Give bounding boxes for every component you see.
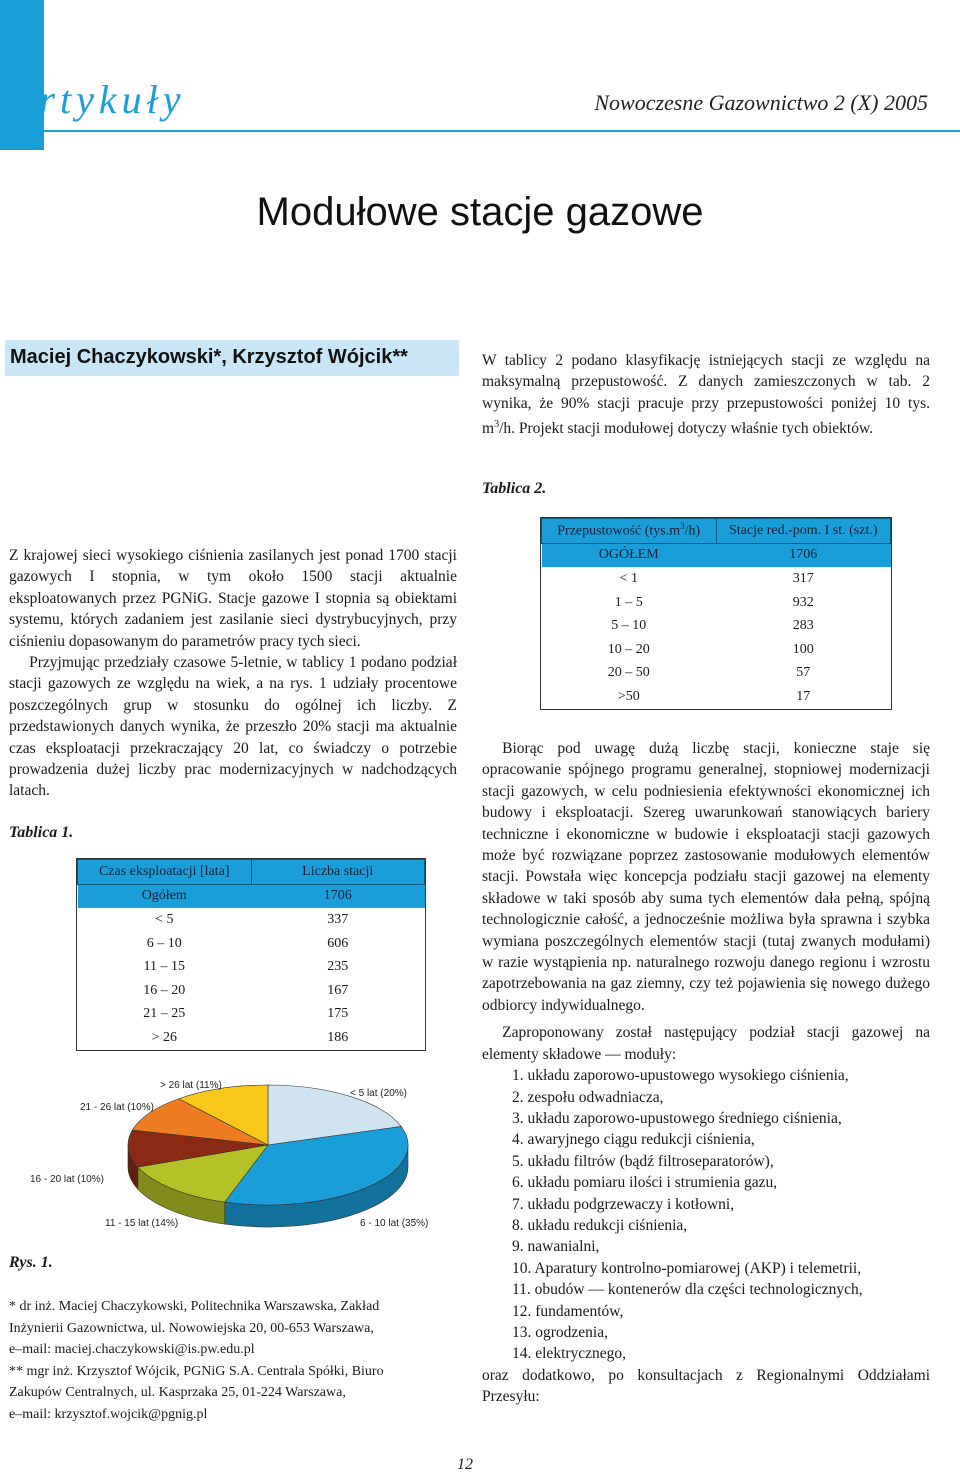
table2-cell: 17 — [716, 685, 891, 709]
paragraph-additional: oraz dodatkowo, po konsultacjach z Regionalnymi Oddziałami Przesyłu: — [482, 1366, 930, 1406]
list-item: 13. ogrodzenia, — [512, 1323, 608, 1341]
table-row — [542, 638, 891, 662]
table-row — [78, 1003, 425, 1027]
table2-cell: 20 – 50 — [542, 662, 717, 686]
paragraph-modernization: Biorąc pod uwagę dużą liczbę stacji, konieczne staje się opracowanie spójnego programu generalnej, stopniowej modernizacji stacji gazowych, w celu podniesienia efektywności ekonomicznej ich budowy i eksploatacji. Szereg uwarunkowań stanowiących bariery techniczne i ekonomiczne w budowie i eksploatacji stacji gazowych może być rozwiązane poprzez zastosowanie modułowych elementów stacji. Powstała więc koncepcja podziału stacji gazowej na elementy składowe w taki sposób aby suma tych elementów dała pełną, spójną technologicznie całość, a jednocześnie możliwa była sprawna i szybka wymiana poszczególnych elementów stacji (tutaj zwanych modułami) w razie wystąpienia np. naturalnego rozwoju danego regionu i wzrostu zapotrzebowania na gaz ziemny, czy też pojawienia się nowego dużego odbiorcy indywidualnego. — [482, 740, 930, 1014]
table1-cell: 16 – 20 — [78, 979, 252, 1003]
footnote-line: ** mgr inż. Krzysztof Wójcik, PGNiG S.A. Centrala Spółki, Biuro — [9, 1363, 384, 1379]
table2-header: Stacje red.-pom. I st. (szt.) — [716, 519, 891, 544]
article-title: Modułowe stacje gazowe — [256, 190, 704, 234]
footnotes — [9, 1296, 459, 1426]
table1-cell: 1706 — [251, 884, 425, 908]
authors: Maciej Chaczykowski*, Krzysztof Wójcik** — [10, 346, 408, 368]
text-run: /h. Projekt stacji modułowej dotyczy właśnie tych obiektów. — [499, 420, 873, 438]
table-row — [542, 543, 891, 567]
table2-cell: 283 — [716, 614, 891, 638]
figure1-caption: Rys. 1. — [9, 1254, 53, 1271]
table1-cell: 235 — [251, 955, 425, 979]
table1-header: Czas eksploatacji [lata] — [78, 860, 252, 885]
table2-caption: Tablica 2. — [482, 480, 547, 497]
pie-slice-label: > 26 lat (11%) — [160, 1080, 222, 1091]
header-rule — [44, 130, 960, 132]
journal-name: Nowoczesne Gazownictwo 2 (X) 2005 — [594, 90, 928, 115]
table2-header — [542, 519, 717, 544]
list-item: 1. układu zaporowo-upustowego wysokiego ciśnienia, — [512, 1067, 849, 1085]
pie-slice-label: 21 - 26 lat (10%) — [80, 1102, 154, 1113]
list-item: 11. obudów — kontenerów dla części technologicznych, — [512, 1281, 863, 1299]
table2-cell: 100 — [716, 638, 891, 662]
header-accent-bar — [0, 0, 44, 150]
table2-cell: 1 – 5 — [542, 591, 717, 615]
table1-cell: 606 — [251, 932, 425, 956]
list-item: 3. układu zaporowo-upustowego średniego ciśnienia, — [512, 1109, 842, 1127]
table1-cell: 175 — [251, 1003, 425, 1027]
table1-cell: 167 — [251, 979, 425, 1003]
table2-grid — [541, 518, 891, 709]
table-row — [542, 567, 891, 591]
footnote-line: * dr inż. Maciej Chaczykowski, Politechnika Warszawska, Zakład — [9, 1299, 380, 1314]
table2-header-row — [542, 519, 891, 544]
list-item: 6. układu pomiaru ilości i strumienia gazu, — [512, 1174, 778, 1192]
table-row — [78, 908, 425, 932]
table-row — [542, 591, 891, 615]
superscript: 3 — [680, 521, 685, 532]
table1-cell: 11 – 15 — [78, 955, 252, 979]
table-row — [78, 1026, 425, 1050]
table-row — [78, 884, 425, 908]
footnote-line: e–mail: maciej.chaczykowski@is.pw.edu.pl — [9, 1342, 255, 1358]
list-item: 7. układu podgrzewaczy i kotłowni, — [512, 1195, 735, 1213]
table1 — [76, 858, 426, 1051]
table2 — [540, 517, 892, 710]
list-item: 4. awaryjnego ciągu redukcji ciśnienia, — [512, 1131, 755, 1149]
table1-caption: Tablica 1. — [9, 824, 74, 841]
table-row — [78, 955, 425, 979]
list-item: 9. nawanialni, — [512, 1238, 600, 1256]
list-item: 12. fundamentów, — [512, 1302, 624, 1320]
list-item: 10. Aparatury kontrolno-pomiarowej (AKP) i telemetrii, — [512, 1259, 862, 1277]
pie-slice-label: 11 - 15 lat (14%) — [105, 1218, 179, 1229]
table2-cell: < 1 — [542, 567, 717, 591]
text-run: /h) — [684, 524, 701, 540]
age-pie-chart — [20, 1070, 460, 1240]
paragraph-modules-intro: Zaproponowany został następujący podział stacji gazowej na elementy składowe — moduły: — [482, 1024, 930, 1063]
list-item: 14. elektrycznego, — [512, 1345, 627, 1363]
pie-slice-label: 16 - 20 lat (10%) — [30, 1174, 104, 1185]
page-number: 12 — [457, 1456, 473, 1473]
paragraph-intro: Z krajowej sieci wysokiego ciśnienia zasilanych jest ponad 1700 stacji gazowych I stopnia, w tym około 1500 stacji aktualnie eksploatowanych przez PGNiG. Stacje gazowe I stopnia są obiektami systemu, których zadaniem jest zasilanie sieci dystrybucyjnych, przy ciśnieniu dopasowanym do parametrów pracy tych sieci. — [9, 547, 457, 650]
table-row — [78, 979, 425, 1003]
table-row — [542, 685, 891, 709]
table2-cell: 10 – 20 — [542, 638, 717, 662]
table2-cell: 317 — [716, 567, 891, 591]
table2-cell: OGÓŁEM — [542, 543, 717, 567]
paragraph-table1-intro: Przyjmując przedziały czasowe 5-letnie, w tablicy 1 podano podział stacji gazowych ze względu na wiek, a na rys. 1 udziały procentowe poszczególnych grup w stosunku do ogólnej ich liczby. Z przedstawionych danych wynika, że przeszło 20% stacji ma aktualnie czas eksploatacji przekraczający 20 lat, co świadczy o potrzebie prowadzenia dużej liczby prac modernizacyjnych w nadchodzących latach. — [9, 654, 457, 800]
footnote-line: Inżynierii Gazownictwa, ul. Nowowiejska 20, 00-653 Warszawa, — [9, 1320, 374, 1336]
table2-cell: 57 — [716, 662, 891, 686]
text-run: Przepustowość (tys.m — [557, 524, 681, 540]
paragraph-table2-intro — [482, 350, 930, 440]
table2-cell: 5 – 10 — [542, 614, 717, 638]
text-run: W tablicy 2 podano klasyfikację istniejących stacji ze względu na maksymalną przepustowość. Z danych zamieszczonych w tab. 2 wynika, że 90% stacji pracuje przy przepustowości poniżej 10 tys. m — [482, 352, 930, 438]
list-item: 2. zespołu odwadniacza, — [512, 1088, 664, 1106]
superscript: 3 — [494, 419, 500, 431]
section-title: Artykuły — [10, 77, 186, 122]
right-column-body — [482, 738, 930, 1408]
list-item: 8. układu redukcji ciśnienia, — [512, 1216, 688, 1234]
list-item: 5. układu filtrów (bądź filtroseparatorów), — [512, 1152, 774, 1170]
pie-slice-label: 6 - 10 lat (35%) — [360, 1218, 429, 1229]
table1-cell: 21 – 25 — [78, 1003, 252, 1027]
left-column-text — [9, 545, 457, 802]
table1-header: Liczba stacji — [251, 860, 425, 885]
table2-cell: >50 — [542, 685, 717, 709]
table-row — [78, 932, 425, 956]
table-row — [542, 614, 891, 638]
table-row — [542, 662, 891, 686]
table1-grid — [77, 859, 425, 1050]
table1-cell: 337 — [251, 908, 425, 932]
table1-cell: 186 — [251, 1026, 425, 1050]
table1-cell: 6 – 10 — [78, 932, 252, 956]
table2-cell: 932 — [716, 591, 891, 615]
table1-cell: Ogółem — [78, 884, 252, 908]
table1-header-row — [78, 860, 425, 885]
table1-cell: > 26 — [78, 1026, 252, 1050]
footnote-line: Zakupów Centralnych, ul. Kasprzaka 25, 01-224 Warszawa, — [9, 1385, 346, 1401]
modules-list — [482, 1065, 930, 1365]
pie-slice-label: < 5 lat (20%) — [350, 1088, 407, 1099]
table2-cell: 1706 — [716, 543, 891, 567]
table1-cell: < 5 — [78, 908, 252, 932]
right-column-top — [482, 350, 930, 440]
footnote-line: e–mail: krzysztof.wojcik@pgnig.pl — [9, 1406, 208, 1422]
